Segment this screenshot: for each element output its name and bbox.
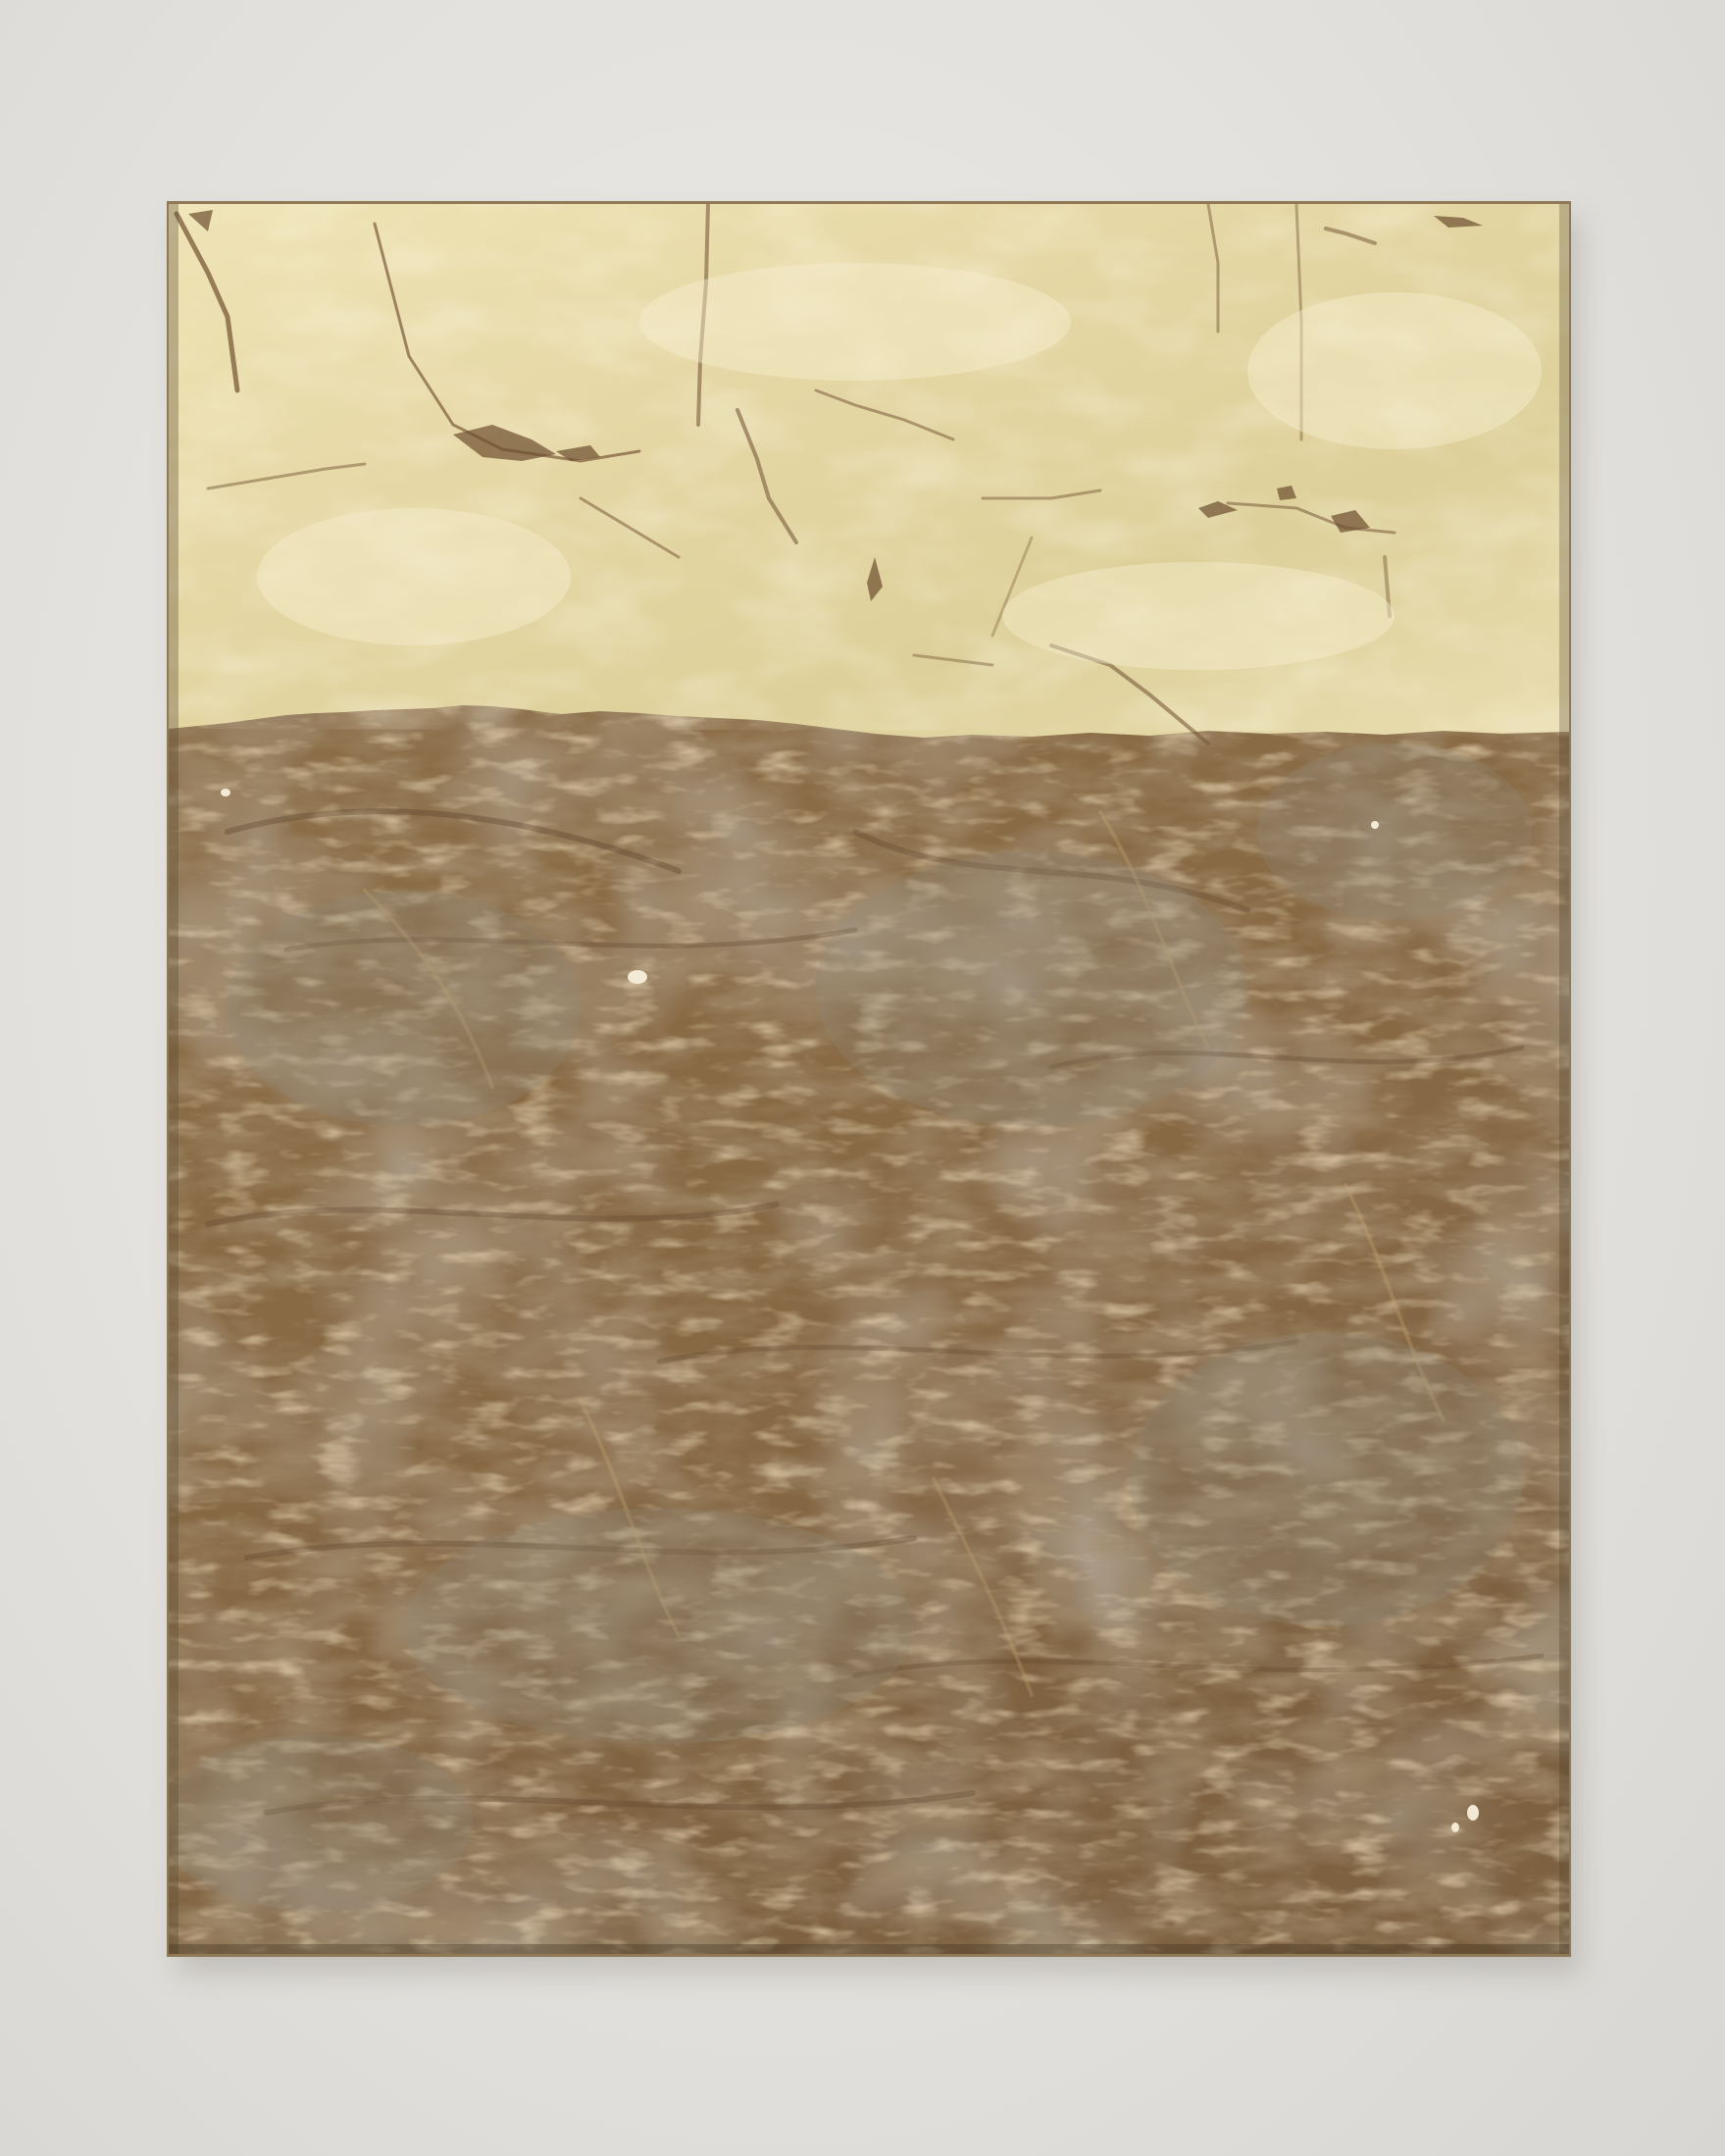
canvas-right-shade — [1559, 204, 1569, 1954]
painting-artwork — [169, 204, 1569, 1954]
canvas-left-shade — [169, 204, 178, 1954]
canvas-bottom-shade — [169, 1944, 1569, 1954]
painting — [169, 204, 1569, 1954]
